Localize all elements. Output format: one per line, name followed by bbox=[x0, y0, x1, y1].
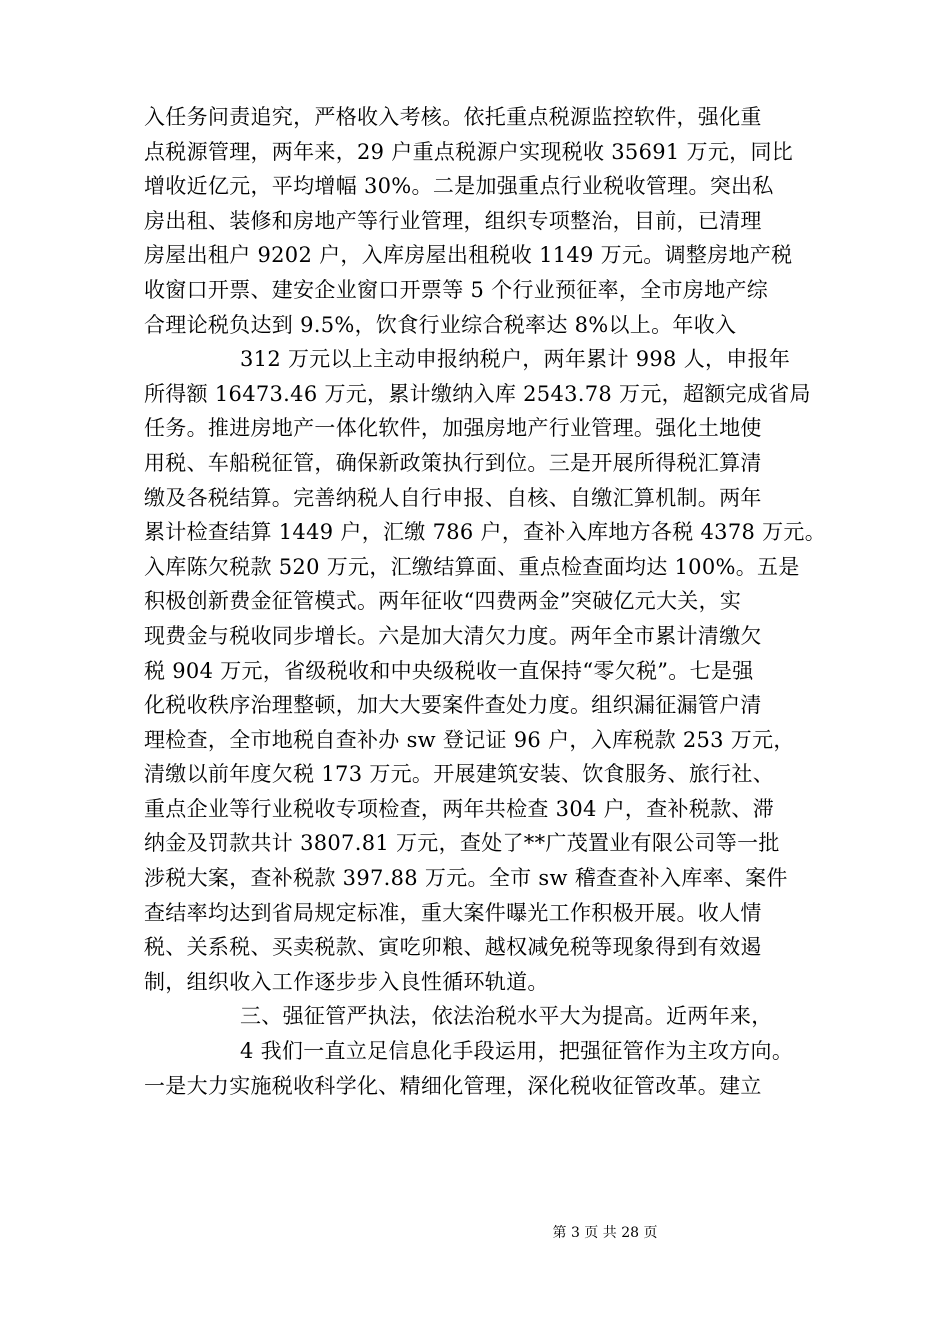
text-line: 增收近亿元，平均增幅 30%。二是加强重点行业税收管理。突出私 bbox=[144, 174, 774, 199]
text-line: 税 904 万元，省级税收和中央级税收一直保持“零欠税”。七是强 bbox=[144, 658, 754, 683]
text-line: 收窗口开票、建安企业窗口开票等 5 个行业预征率，全市房地产综 bbox=[144, 277, 769, 302]
text-line: 入任务问责追究，严格收入考核。依托重点税源监控软件，强化重 bbox=[144, 105, 762, 129]
text-line: 点税源管理，两年来，29 户重点税源户实现税收 35691 万元，同比 bbox=[144, 139, 794, 164]
text-line: 所得额 16473.46 万元，累计缴纳入库 2543.78 万元，超额完成省局 bbox=[144, 381, 811, 406]
text-line: 重点企业等行业税收专项检查，两年共检查 304 户，查补税款、滞 bbox=[144, 796, 775, 821]
text-line: 用税、车船税征管，确保新政策执行到位。三是开展所得税汇算清 bbox=[144, 450, 762, 475]
text-line: 涉税大案，查补税款 397.88 万元。全市 sw 稽查查补入库率、案件 bbox=[144, 866, 788, 891]
text-line: 查结率均达到省局规定标准，重大案件曝光工作积极开展。收人情 bbox=[144, 900, 762, 925]
text-line: 房出租、装修和房地产等行业管理，组织专项整治，目前，已清理 bbox=[144, 208, 762, 233]
text-line: 制，组织收入工作逐步步入良性循环轨道。 bbox=[144, 969, 549, 994]
text-line: 缴及各税结算。完善纳税人自行申报、自核、自缴汇算机制。两年 bbox=[144, 485, 762, 510]
text-line: 清缴以前年度欠税 173 万元。开展建筑安装、饮食服务、旅行社、 bbox=[144, 762, 775, 787]
text-line: 入库陈欠税款 520 万元，汇缴结算面、重点检查面均达 100%。五是 bbox=[144, 554, 800, 579]
text-line: 现费金与税收同步增长。六是加大清欠力度。两年全市累计清缴欠 bbox=[144, 623, 762, 648]
body-text bbox=[144, 100, 827, 1103]
text-line: 累计检查结算 1449 户，汇缴 786 户，查补入库地方各税 4378 万元。 bbox=[144, 520, 827, 545]
text-line: 化税收秩序治理整顿，加大大要案件查处力度。组织漏征漏管户清 bbox=[144, 693, 762, 718]
text-line: 理检查，全市地税自查补办 sw 登记证 96 户，入库税款 253 万元， bbox=[144, 727, 795, 752]
text-line: 4 我们一直立足信息化手段运用，把强征管作为主攻方向。 bbox=[240, 1039, 794, 1064]
text-line: 积极创新费金征管模式。两年征收“四费两金”突破亿元大关，实 bbox=[144, 589, 742, 614]
text-line: 房屋出租户 9202 户，入库房屋出租税收 1149 万元。调整房地产税 bbox=[144, 243, 793, 268]
text-line: 三、强征管严执法，依法治税水平大为提高。近两年来， bbox=[240, 1004, 773, 1029]
page-number: 第 3 页 共 28 页 bbox=[552, 1225, 658, 1241]
text-line: 312 万元以上主动申报纳税户，两年累计 998 人，申报年 bbox=[240, 347, 791, 372]
text-line: 任务。推进房地产一体化软件，加强房地产行业管理。强化土地使 bbox=[144, 416, 762, 441]
text-line: 纳金及罚款共计 3807.81 万元，查处了**广茂置业有限公司等一批 bbox=[144, 831, 780, 856]
text-line: 合理论税负达到 9.5%，饮食行业综合税率达 8%以上。年收入 bbox=[144, 312, 737, 337]
text-line: 一是大力实施税收科学化、精细化管理，深化税收征管改革。建立 bbox=[144, 1073, 762, 1098]
text-line: 税、关系税、买卖税款、寅吃卯粮、越权减免税等现象得到有效遏 bbox=[144, 935, 762, 960]
